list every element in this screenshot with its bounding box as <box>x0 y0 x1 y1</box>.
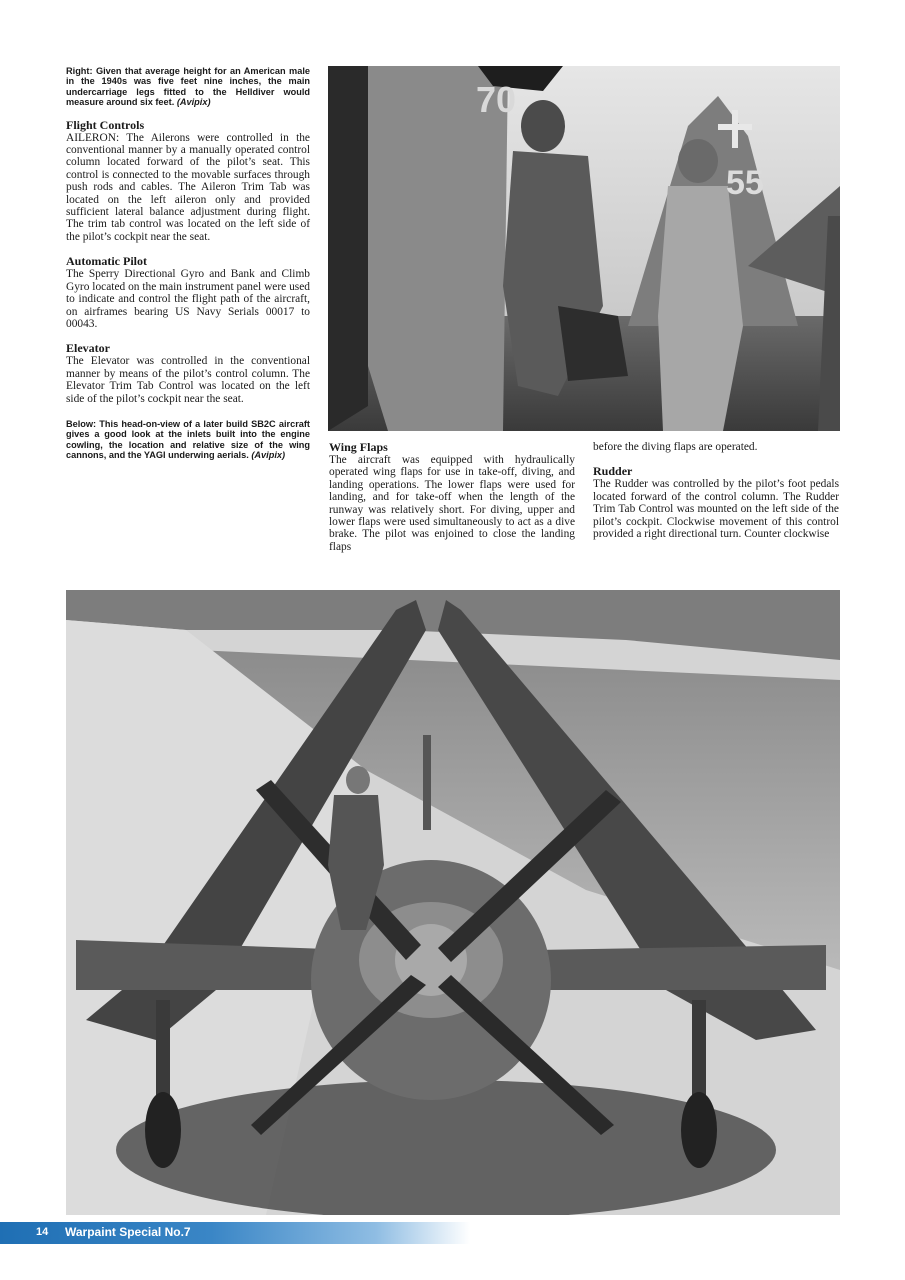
page-number: 14 <box>36 1226 49 1238</box>
photo-marking-70: 70 <box>476 79 517 120</box>
publication-title: Warpaint Special No.7 <box>65 1225 191 1239</box>
photo-marking-55: 55 <box>726 164 764 202</box>
section-heading-rudder: Rudder <box>593 464 633 479</box>
section-text-automatic-pilot: The Sperry Directional Gyro and Bank and Climb Gyro located on the main instrument panel were used to indicate and control the flight path of the aircraft, on airframes bearing US Navy Serials 00017 to 00043. <box>66 268 310 330</box>
section-heading-wing-flaps: Wing Flaps <box>329 440 388 454</box>
photo-pilots-on-deck <box>328 66 840 431</box>
photo-aircraft-illustration <box>66 590 840 1215</box>
left-column <box>66 66 310 461</box>
section-text-elevator: The Elevator was controlled in the conventional manner by means of the pilot’s control column. The Elevator Trim Tab Control was located on the left side of the pilot’s cockpit near the seat. <box>66 355 310 405</box>
section-heading-automatic-pilot: Automatic Pilot <box>66 254 147 269</box>
photo-caption-bottom: Below: This head-on-view of a later build SB2C aircraft gives a good look at the inlets built into the engine cowling, the location and relative size of the wing cannons, and the YAGI underwing aerials. (Avipix) <box>66 418 310 461</box>
photo-caption-top: Right: Given that average height for an American male in the 1940s was five feet nine inches, the main undercarriage legs fitted to the Helldiver would measure around six feet. (Avipix) <box>66 66 310 108</box>
section-text-flight-controls: AILERON: The Ailerons were controlled in the conventional manner by a manually operated control column located forward of the pilot’s seat. This control is connected to the movable surfaces through push rods and cables. The Aileron Trim Tab was located on the left aileron only and provided sufficient lateral balance adjustment during flight. The trim tab control was located on the left side of the pilot’s cockpit near the seat. <box>66 131 310 243</box>
section-text-wing-flaps: The aircraft was equipped with hydraulically operated wing flaps for use in take-off, diving, and landing operations. The lower flaps were used for landing, and for take-off when the length of the runway was relatively short. For diving, upper and lower flaps were used simultaneously to act as a dive brake. The pilot was enjoined to close the landing flaps <box>329 454 575 553</box>
section-text-rudder: The Rudder was controlled by the pilot’s foot pedals located forward of the control column. The Rudder Trim Tab Control was mounted on the left side of the pilot’s cockpit. Clockwise movement of this control provided a right directional turn. Counter clockwise <box>593 478 839 541</box>
section-heading-flight-controls: Flight Controls <box>66 117 145 132</box>
photo-aircraft-head-on <box>66 590 840 1215</box>
page-footer <box>0 1222 470 1244</box>
section-heading-elevator: Elevator <box>66 341 110 356</box>
right-column <box>593 441 839 540</box>
photo-pilots-illustration <box>328 66 840 431</box>
middle-column <box>329 441 575 553</box>
continued-text-wing-flaps: before the diving flaps are operated. <box>593 441 758 453</box>
